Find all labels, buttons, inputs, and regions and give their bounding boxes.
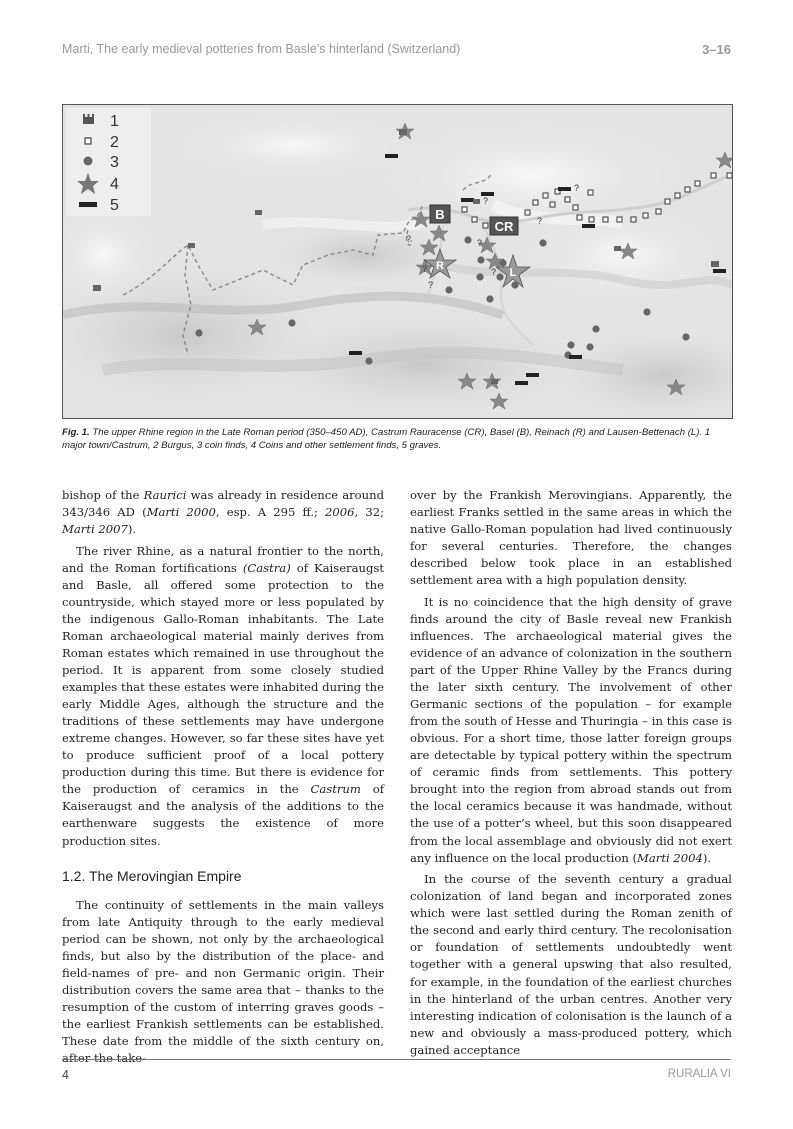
svg-text:?: ?	[428, 280, 434, 290]
svg-text:2: 2	[110, 134, 119, 151]
label-reinach: R	[436, 260, 444, 272]
castrum-label-box	[490, 217, 518, 235]
svg-text:?: ?	[406, 234, 412, 244]
grave-icon	[79, 202, 97, 207]
caption-text: The upper Rhine region in the Late Roman period (350–450 AD), Castrum Rauracense (CR), Basel (B), Reinach (R) and Lausen-Bettenach (L). 1 major town/Castrum, 2 Burgus, 3 coin finds, 4 Coins and other settlement finds, 5 graves.	[62, 427, 711, 451]
footer-rule	[62, 1059, 731, 1060]
svg-text:5: 5	[110, 197, 119, 214]
burgus-icon	[85, 138, 91, 144]
right-column	[410, 487, 732, 1063]
left-column	[62, 487, 384, 1072]
figure-caption	[62, 426, 734, 452]
label-basel: B	[435, 207, 445, 222]
map-svg	[63, 105, 732, 418]
paragraph: In the course of the seventh century a gradual colonization of land began and incorporated zones which were last settled during the Roman zenith of the second and early third century. The recolonisation or foundation of settlements undoubtedly went together with a general upswing that also resulted, for example, in the foundation of the earliest churches in the hinterland of the urban centres. Another very interesting indication of colonisation is the launch of a new and obviously a mass-produced pottery, which gained acceptance	[410, 872, 732, 1057]
figure-map	[62, 104, 733, 419]
paragraph: The river Rhine, as a natural frontier to the north, and the Roman fortifications (Castra) of Kaiseraugst and Basle, all offered some protection to the countryside, which stayed more or less populated by the indigenous Gallo-Roman inhabitants. The Late Roman archaeological material mainly derives from Roman estates which remained in use throughout the period. It is apparent from some closely studied examples that these estates were inhabited during the early Middle Ages, although the structure and the traditions of these settlements may have undergone extreme changes. However, so far these sites have yet to produce sufficient proof of a local pottery production during this time. But there is evidence for the production of ceramics in the Castrum of Kaiseraugst and the analysis of the additions to the earthenware suggests the existence of more production sites.	[62, 543, 385, 848]
running-title: Marti, The early medieval potteries from Basle’s hinterland (Switzerland)	[62, 42, 461, 56]
label-lausen: L	[509, 267, 517, 279]
page-number: 4	[62, 1068, 69, 1082]
svg-text:?: ?	[574, 183, 580, 193]
svg-text:4: 4	[110, 176, 119, 193]
basel-label-box	[430, 205, 450, 223]
svg-text:?: ?	[422, 264, 428, 274]
svg-text:?: ?	[477, 238, 483, 248]
journal-name: RURALIA VI	[667, 1068, 731, 1080]
svg-text:?: ?	[483, 196, 489, 206]
caption-label: Fig. 1.	[62, 427, 90, 438]
svg-text:?: ?	[491, 267, 497, 277]
running-header	[62, 42, 731, 62]
svg-text:3: 3	[110, 154, 119, 171]
paragraph: The continuity of settlements in the main valleys from late Antiquity through to the early medieval period can be shown, not only by the archaeological finds, but also by the distribution of the place- and field-names of pre- and non Germanic origin. Their distribution covers the same area that – thanks to the resumption of the custom of interring graves goods – the earliest Frankish settlements can be established. These date from the middle of the sixth century on, after the take-	[62, 897, 384, 1066]
page-range: 3–16	[702, 42, 731, 57]
label-castrum: CR	[494, 219, 514, 234]
paragraph: bishop of the Raurici was already in residence around 343/346 AD (Marti 2000, esp. A 295 ff.; 2006, 32; Marti 2007).	[62, 488, 385, 537]
major-town-icon	[83, 114, 94, 124]
section-heading: 1.2. The Merovingian Empire	[62, 867, 242, 884]
paragraph: It is no coincidence that the high density of grave finds around the city of Basle reveal new Frankish influences. The archaeological material gives the evidence of an advance of colonization in the southern part of the Upper Rhine Valley by the Francs during the later sixth century. The involvement of other Germanic sections of the population – for example from the south of Hesse and Thuringia – in this case is obvious. For a short time, those latter foreign groups are detectable by typical pottery within the spectrum of ceramic finds from settlements. This pottery brought into the region from abroad stands out from the local ceramics because it was handmade, without the use of a potter’s wheel, but this soon disappeared from the local assemblage and obviously did not exert any influence on the local production (Marti 2004).	[410, 594, 732, 865]
svg-text:?: ?	[537, 216, 543, 226]
paragraph: over by the Frankish Merovingians. Apparently, the earliest Franks settled in the same areas in which the native Gallo-Roman population had lived continuously for several centuries. Therefore, the changes described below took place in an established settlement area with a high population density.	[410, 488, 732, 588]
svg-text:1: 1	[110, 113, 119, 130]
coin-icon	[84, 157, 93, 166]
legend-box	[66, 108, 151, 216]
